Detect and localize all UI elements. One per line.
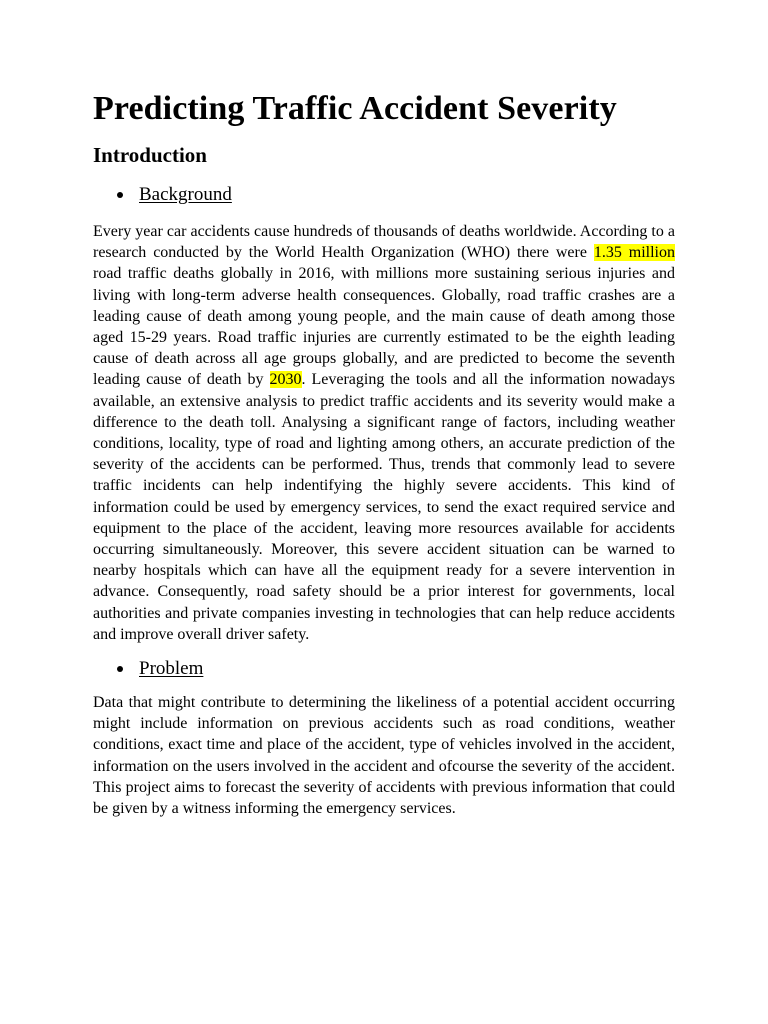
- highlight-2030: 2030: [269, 371, 302, 389]
- document-title: Predicting Traffic Accident Severity: [93, 90, 617, 127]
- problem-paragraph: Data that might contribute to determining the likeliness of a potential accident occurring might include information on previous accidents such as road conditions, weather conditions, exact time and place of the accident, type of vehicles involved in the accident, information on the users involved in the accident and ofcourse the severity of the accident. This project aims to forecast the severity of accidents with previous information that could be given by a witness informing the emergency services.: [93, 694, 675, 818]
- document-page: [93, 86, 675, 819]
- highlight-1-35-million: 1.35 million: [593, 244, 676, 262]
- background-text-part2: road traffic deaths globally in 2016, with millions more sustaining serious injuries and living with long-term adverse health consequences. Globally, road traffic crashes are a leading cause of death among young people, and the main cause of death among those aged 15-29 years. Road traffic injuries are currently estimated to be the eighth leading cause of death across all age groups globally, and are predicted to become the seventh leading cause of death by: [93, 265, 675, 389]
- background-text-part3: . Leveraging the tools and all the information nowadays available, an extensive analysis to predict traffic accidents and its severity would make a difference to the death toll. Analysing a significant range of factors, including weather conditions, locality, type of road and lighting among others, an accurate prediction of the severity of the accidents can be performed. Thus, trends that commonly lead to severe traffic incidents can help indentifying the highly severe accidents. This kind of information could be used by emergency services, to send the exact required service and equipment to the place of the accident, leaving more resources available for accidents occurring simultaneously. Moreover, this severe accident situation can be warned to nearby hospitals which can have all the equipment ready for a severe intervention in advance. Consequently, road safety should be a prior interest for governments, local authorities and private companies investing in technologies that can help reduce accidents and improve overall driver safety.: [93, 371, 675, 643]
- bullet-label-problem: Problem: [139, 658, 204, 680]
- background-paragraph: [93, 221, 675, 645]
- bullet-problem: [117, 654, 675, 684]
- bullet-dot-icon: [117, 666, 123, 672]
- bullet-background: [117, 180, 675, 210]
- bullet-dot-icon: [117, 192, 123, 198]
- background-text-part1: Every year car accidents cause hundreds of thousands of deaths worldwide. According to a research conducted by the World Health Organization (WHO) there were: [93, 223, 675, 262]
- bullet-label-background: Background: [139, 184, 232, 205]
- section-heading-introduction: Introduction: [93, 143, 207, 167]
